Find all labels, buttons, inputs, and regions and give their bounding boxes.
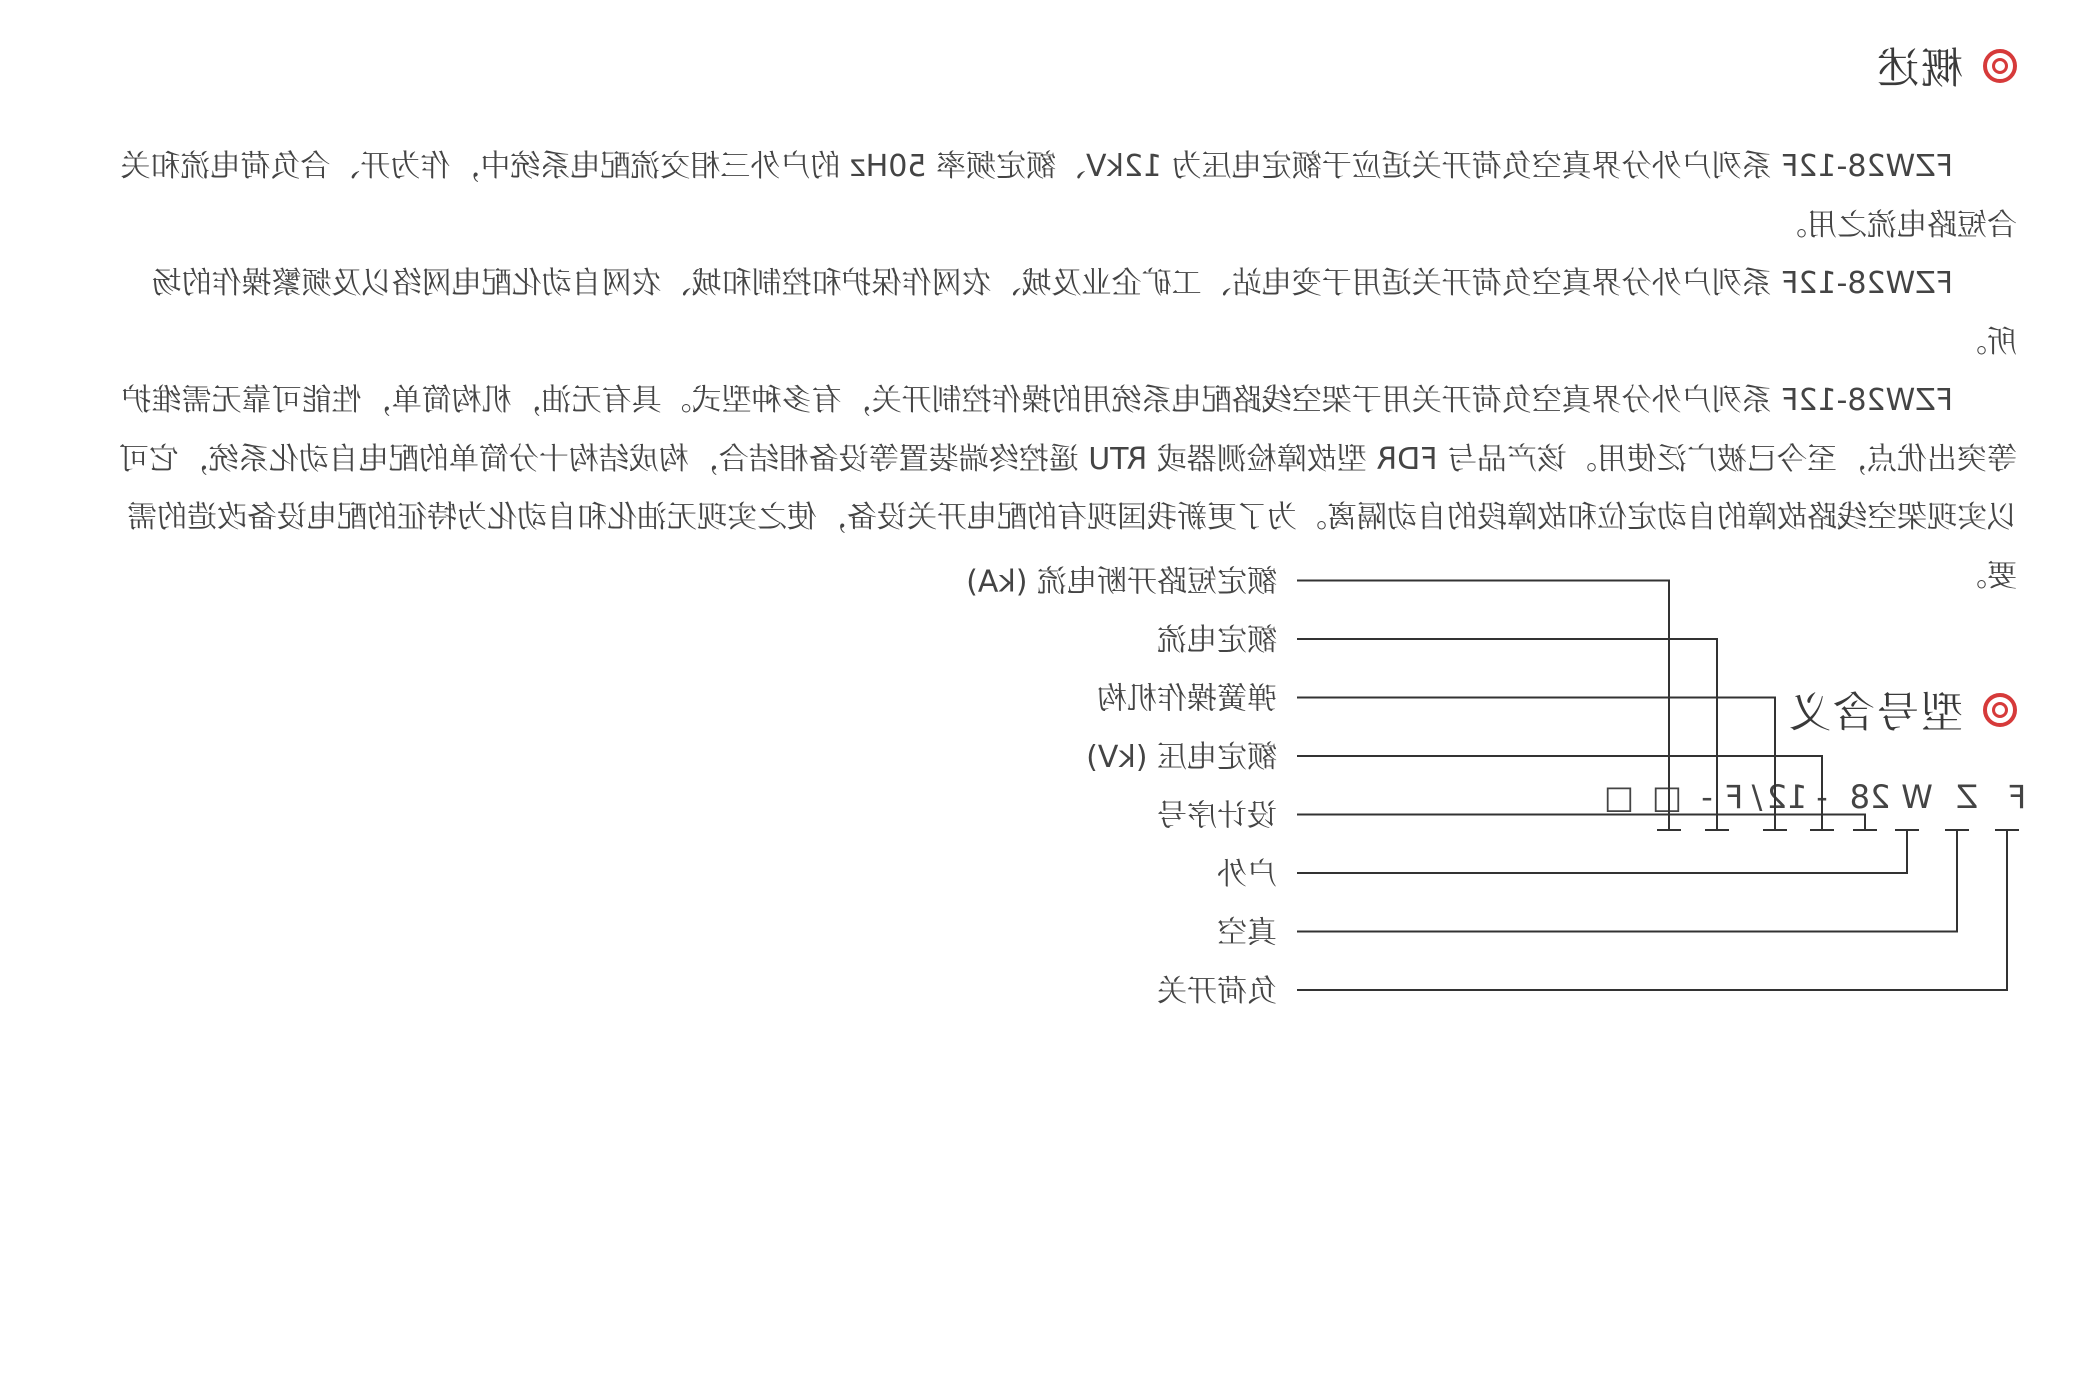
model-code-part: Z — [1956, 778, 1978, 816]
model-code-connector — [1297, 815, 1865, 831]
overview-title: 概述 — [1874, 44, 1963, 93]
model-code-description: 负荷开关 — [1157, 974, 1277, 1009]
model-code-part: 28 — [1849, 778, 1891, 816]
model-code-connector — [1297, 830, 1957, 932]
model-code-part: - — [1816, 778, 1828, 816]
model-code-description: 额定电流 — [1157, 623, 1277, 658]
overview-paragraph-2: FZW28-12F 系列户外分界真空负荷开关适用于变电站、工矿企业及城、农网作保护和控制和城、农网自动化配电网络以及频繁操作的场所。 — [151, 266, 2017, 360]
model-code-row — [1604, 778, 2026, 816]
model-code-description: 真空 — [1217, 915, 1277, 951]
model-code-part: / — [1751, 778, 1763, 816]
model-code-description: 设计序号 — [1157, 798, 1277, 834]
model-code-part: F — [1724, 778, 1744, 816]
model-meaning-title: 型号含义 — [1786, 688, 1963, 737]
model-code-description: 弹簧操作机构 — [1097, 681, 1277, 717]
overview-paragraph-1: FZW28-12F 系列户外分界真空负荷开关适应于额定电压为 12kV、额定频率 50Hz 的户外三相交流配电系统中，作为开、合负荷电流和关合短路电流之用。 — [120, 149, 2017, 243]
model-code-description: 额定电压 (kV) — [1086, 740, 1277, 775]
model-code-connector — [1297, 830, 2007, 990]
model-code-part: □ — [1603, 778, 1635, 816]
model-code-part: W — [1901, 778, 1933, 816]
model-code-descriptions — [966, 565, 1277, 1010]
model-code-connector — [1297, 756, 1822, 830]
model-code-part: F — [2007, 778, 2027, 816]
model-code-part: - — [1701, 778, 1713, 816]
model-code-part: 12 — [1766, 778, 1808, 816]
model-code-part: □ — [1651, 778, 1683, 816]
model-code-description: 额定短路开断电流 (kA) — [966, 564, 1277, 600]
model-code-description: 户外 — [1217, 857, 1277, 892]
overview-paragraph-3: FZW28-12F 系列户外分界真空负荷开关用于架空线路配电系统用的操作控制开关，有多种型式。具有无油，机构简单，性能可靠无需维护等突出优点，至今已被广泛使用。该产品与 FDR 型故障检测器或 RTU 遥控终端装置等设备相结合，构成结构十分简单的配电自动化系统，它可以实现架空线路故障的自动定位和故障段的自动隔离。为了更新我国现有的配电开关设备，使之实现无油化和自动化为特征的配电设备改造的需要。 — [118, 383, 2017, 594]
model-code-connector — [1297, 830, 1907, 873]
